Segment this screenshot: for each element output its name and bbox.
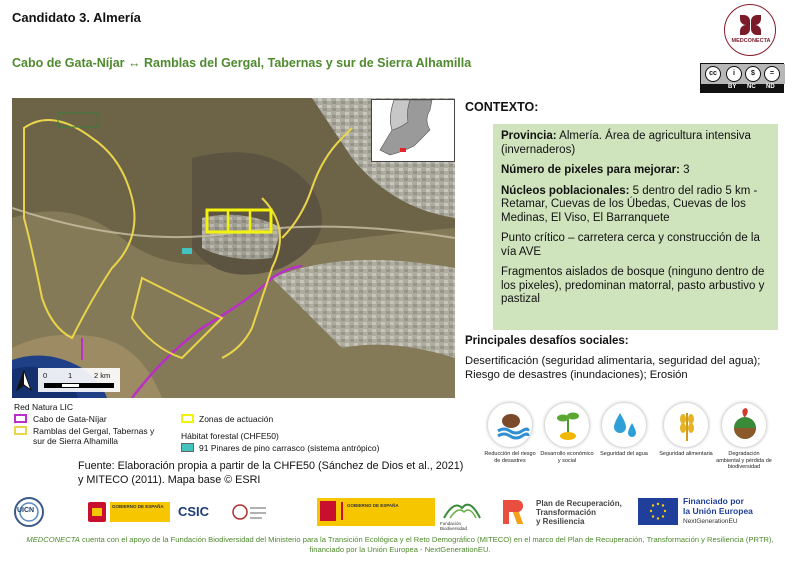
eu-line-2: la Unión Europea <box>683 505 753 516</box>
nuclei-label: Núcleos poblacionales: <box>501 184 630 197</box>
challenge-label-environmental-degradation: Degradación ambiental y pérdida de biodiversidad <box>716 451 772 470</box>
challenges-text: Desertificación (seguridad alimentaria, seguridad del agua); Riesgo de desastres (inundaciones); Erosión <box>465 355 761 381</box>
context-nuclei <box>501 185 772 226</box>
pixels-label: Número de pixeles para mejorar: <box>501 164 680 176</box>
pixels-value: 3 <box>679 164 690 176</box>
challenge-food-security <box>658 402 714 458</box>
challenge-label-water-security: Seguridad del agua <box>600 451 648 457</box>
csic-logo <box>176 496 222 528</box>
legend-habitat-title: Hábitat forestal (CHFE50) <box>181 431 279 441</box>
north-arrow-icon <box>15 370 33 392</box>
footer-text: cuenta con el apoyo de la Fundación Biodiversidad del Ministerio para la Transición Ecológica y el Reto Demográfico (MITECO) en el marco del Plan de Recuperación, Transformación y Resiliencia (PRTR), financiado por la Unión Europea - NextGenerationEU. <box>79 535 774 554</box>
province-value: Almería. Área de agricultura intensiva (invernaderos) <box>501 130 751 156</box>
legend-group-title: Red Natura LIC <box>14 402 74 412</box>
ministry-ecological-transition-logo <box>317 496 435 528</box>
legend-label-ramblas: Ramblas del Gergal, Tabernas y sur de Sierra Alhamilla <box>33 426 155 446</box>
research-institute-logo <box>228 496 268 528</box>
inset-map-shape <box>372 100 454 161</box>
scale-bar <box>38 368 120 392</box>
attribution-icon: i <box>726 66 742 82</box>
challenge-environmental-degradation <box>716 402 772 471</box>
uicn-logo <box>12 496 46 528</box>
legend-swatch-cabo-de-gata <box>14 414 27 423</box>
source-note: Fuente: Elaboración propia a partir de la CHFE50 (Sánchez de Dios et al., 2021) y MITECO (2011). Mapa base © ESRI <box>78 460 464 486</box>
medconecta-logo <box>724 4 776 56</box>
disaster-risk-icon <box>487 402 533 448</box>
recovery-plan-line-2: Transformación <box>536 508 597 517</box>
medconecta-logo-text: MEDCONECTA <box>731 38 771 44</box>
challenge-water-security <box>596 402 652 458</box>
prtr-logo <box>497 496 533 528</box>
legend-swatch-pinares <box>181 443 194 452</box>
license-by: BY <box>728 84 737 90</box>
scale-tick-1: 1 <box>68 371 73 380</box>
uicn-logo-text: UICN <box>17 507 35 514</box>
non-commercial-icon: $ <box>745 66 761 82</box>
environmental-degradation-icon <box>721 402 767 448</box>
fundacion-biodiversidad-logo <box>440 496 484 531</box>
location-inset-map <box>371 99 455 162</box>
context-pixels <box>501 164 772 178</box>
challenge-label-disaster-risk: Reducción del riesgo de desastres <box>484 451 536 464</box>
eu-funding-logo <box>638 496 778 528</box>
context-critical-point: Punto crítico – carretera cerca y construcción de la vía AVE <box>501 232 760 258</box>
ministry-science-logo <box>88 496 172 528</box>
recovery-plan-line-1: Plan de Recuperación, <box>536 499 622 508</box>
scale-tick-0: 0 <box>43 371 48 380</box>
challenge-label-food-security: Seguridad alimentaria <box>659 451 713 457</box>
cc-icon: cc <box>705 66 721 82</box>
challenges-title: Principales desafíos sociales: <box>465 335 629 347</box>
challenge-economic-development <box>539 402 595 464</box>
csic-logo-text: CSIC <box>178 504 210 519</box>
legend-label-pinares: 91 Pinares de pino carrasco (sistema antrópico) <box>199 443 380 453</box>
province-label: Provincia: <box>501 130 557 142</box>
creative-commons-badge[interactable] <box>700 63 784 93</box>
recovery-plan-line-3: y Resiliencia <box>536 517 585 526</box>
legend-swatch-action-zones <box>181 414 194 423</box>
ministry-science-text: GOBIERNO DE ESPAÑA <box>112 504 164 509</box>
eu-line-3: NextGenerationEU <box>683 518 738 525</box>
food-security-icon <box>663 402 709 448</box>
fundacion-biodiversidad-text: Fundación Biodiversidad <box>440 521 468 531</box>
legend-swatch-ramblas <box>14 426 27 435</box>
scale-tick-2: 2 km <box>94 371 111 380</box>
page-title: Candidato 3. Almería <box>12 10 141 25</box>
footer-acknowledgement <box>12 535 788 555</box>
footer-brand: MEDCONECTA <box>26 535 80 544</box>
ministry-ecological-transition-text: GOBIERNO DE ESPAÑA <box>347 503 399 508</box>
legend-label-action-zones: Zonas de actuación <box>199 414 274 424</box>
recovery-plan-text-block <box>536 496 632 528</box>
eu-flag-icon <box>638 498 678 525</box>
legend-label-cabo-de-gata: Cabo de Gata-Níjar <box>33 414 107 424</box>
eu-line-1: Financiado por <box>683 496 744 506</box>
challenge-label-economic-development: Desarrollo económico y social <box>540 451 594 464</box>
context-box <box>493 124 778 330</box>
no-derivatives-icon: = <box>764 66 780 82</box>
economic-development-icon <box>544 402 590 448</box>
context-fragments: Fragmentos aislados de bosque (ninguno dentro de los pixeles), predominan matorral, pasto arbustivo y pastizal <box>501 266 765 305</box>
context-title: CONTEXTO: <box>465 100 539 114</box>
nuclei-value: 5 dentro del radio 5 km - Retamar, Cuevas de los Úbedas, Cuevas de los Medinas, El Viso, El Barranquete <box>501 184 758 224</box>
license-nc: NC <box>747 84 756 90</box>
page-subtitle: Cabo de Gata-Níjar ↔ Ramblas del Gergal, Tabernas y sur de Sierra Alhamilla <box>12 56 472 70</box>
license-nd: ND <box>766 84 775 90</box>
water-security-icon <box>601 402 647 448</box>
context-province <box>501 130 772 157</box>
challenge-disaster-risk <box>482 402 538 464</box>
